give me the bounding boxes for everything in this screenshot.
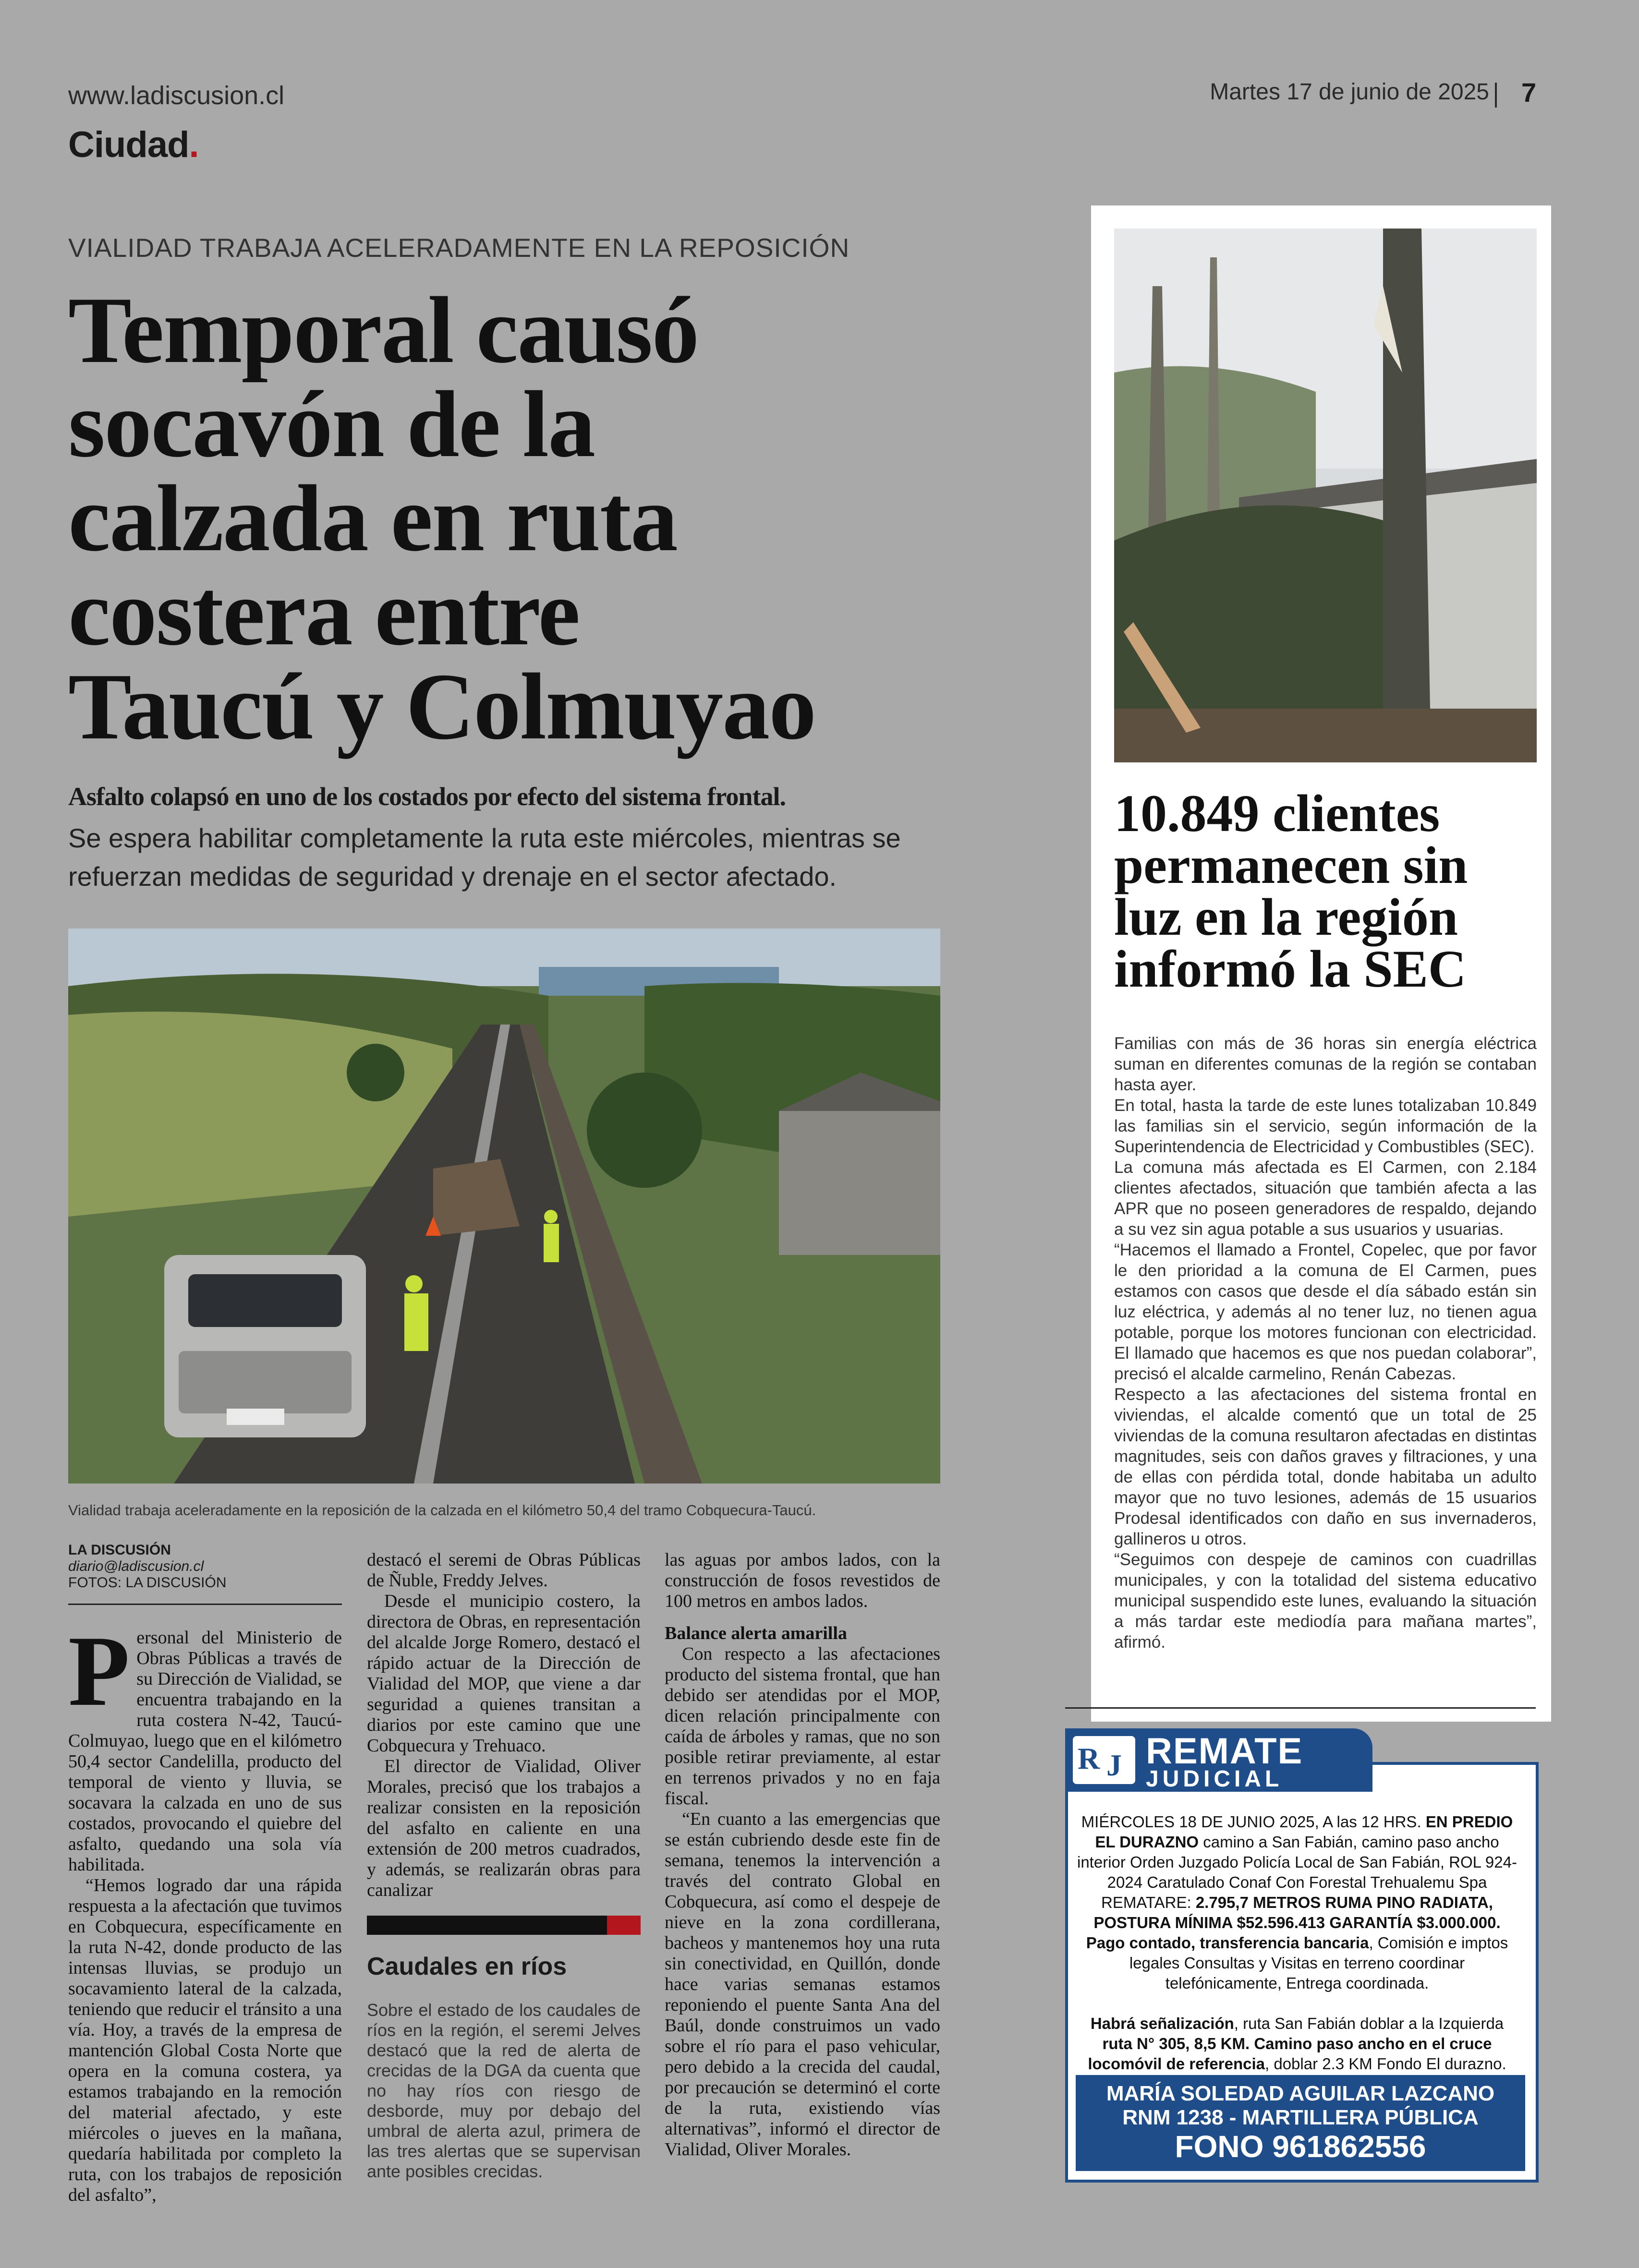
article-paragraph: Con respecto a las afectaciones producto del sistema frontal, que han debido ser atendidas por el MOP, dicen relación principalmente con caída de árboles y ramas, que no son posible retirar previamente, al estar en terrenos privados y no en faja fiscal. [665, 1644, 940, 1809]
sidebar-paragraph: La comuna más afectada es El Carmen, con 2.184 clientes afectados, situación que también afecta a las APR que no poseen generadores de respaldo, dejando a su vez sin agua potable a sus usuarios y usuarias. [1114, 1158, 1537, 1239]
ad-contact [1076, 2075, 1525, 2171]
ad-auctioneer-name: MARÍA SOLEDAD AGUILAR LAZCANO [1106, 2082, 1495, 2105]
article-paragraph: “En cuanto a las emergencias que se están cubriendo desde este fin de semana, tenemos la intervención a través del contrato Global en Cobquecura, así como el despeje de nieve en la zona cordillerana, bacheos y mantenemos hoy una ruta sin conectividad, en Quillón, donde hace varias semanas estamos reponiendo el puente Santa Ana del Baúl, donde construimos un vado sobre el río para el paso vehicular, pero debido a la crecida del caudal, por precaución se determinó el corte de la ruta, existiendo vías alternativas”, informó el director de Vialidad, Oliver Morales. [665, 1809, 940, 2159]
article-paragraph: El director de Vialidad, Oliver Morales, precisó que los trabajos a realizar consisten en la reposición del asfalto en caliente en una extensión de 200 metros cuadrados, y además, se realizarán obras para canalizar [367, 1756, 641, 1900]
remate-judicial-ad [1065, 1728, 1536, 2180]
site-url[interactable]: www.ladiscusion.cl [68, 81, 285, 110]
ad-title: REMATE [1146, 1731, 1303, 1772]
date-separator [1495, 83, 1497, 108]
section-dot: . [189, 124, 199, 165]
ad-auctioneer-rnm: RNM 1238 - MARTILLERA PÚBLICA [1122, 2106, 1479, 2129]
byline-photos: FOTOS: LA DISCUSIÓN [68, 1575, 227, 1591]
article-headline: Temporal causó socavón de la calzada en ruta costera entre Taucú y Colmuyao [68, 277, 816, 759]
drop-cap: P [68, 1616, 130, 1727]
sidebar-paragraph: Respecto a las afectaciones del sistema frontal en viviendas, el alcalde comentó que un total de 25 viviendas de la comuna resultaron afectadas en distintas magnitudes, seis con daños graves y filtraciones, y una de ellas con pérdida total, donde habitaba un adulto mayor que no tuvo lesiones, además de 15 usuarios Prodesal identificados con daño en sus invernaderos, gallineros u otros. [1114, 1385, 1537, 1548]
byline [68, 1542, 227, 1591]
section-bar-accent [607, 1916, 641, 1935]
ad-body: MIÉRCOLES 18 DE JUNIO 2025, A las 12 HRS. EN PREDIO EL DURAZNO camino a San Fabián, camino paso ancho interior Orden Juzgado Policía Local de San Fabián, ROL 924-2024 Caratulado Conaf Con Forestal Trehualemu Spa REMATARE: 2.795,7 METROS RUMA PINO RADIATA, POSTURA MÍNIMA $52.596.413 GARANTÍA $3.000.000. Pago contado, transferencia bancaria, Comisión e imptos legales Consultas y Visitas en terreno coordinar telefónicamente, Entrega coordinada. Habrá señalización, ruta San Fabián doblar a la Izquierda ruta N° 305, 8,5 KM. Camino paso ancho en el cruce locomóvil de referencia, doblar 2.3 KM Fondo El durazno. [1077, 1813, 1517, 2073]
article-paragraph: las aguas por ambos lados, con la construcción de fosos revestidos de 100 metros en ambos lados. [665, 1550, 940, 1611]
article-paragraph: destacó el seremi de Obras Públicas de Ñuble, Freddy Jelves. [367, 1550, 641, 1591]
article-paragraph: ersonal del Ministerio de Obras Públicas a través de su Dirección de Vialidad, se encuentra trabajando en la ruta costera N-42, Taucú-Colmuyao, luego que en el kilómetro 50,4 sector Candelilla, producto del temporal de viento y lluvia, se socavara la calzada en uno de sus costados, provocando el quiebre del asfalto, quedando una sola vía habilitada. [68, 1628, 342, 1875]
section-label: Ciudad. [68, 124, 199, 165]
article-subhead-bold: Asfalto colapsó en uno de los costados por efecto del sistema frontal. [68, 782, 786, 811]
ad-phone[interactable]: FONO 961862556 [1175, 2129, 1426, 2164]
article-column-3 [665, 1550, 940, 2160]
byline-email[interactable]: diario@ladiscusion.cl [68, 1558, 204, 1574]
ad-logo-icon: R J [1073, 1736, 1135, 1784]
article-paragraph: Desde el municipio costero, la directora de Obras, en representación del alcalde Jorge Romero, destacó el rápido actuar de la Dirección de Vialidad del MOP, que viene a dar seguridad a quienes transitan a diarios por este camino que une Cobquecura y Trehuaco. [367, 1591, 641, 1756]
ad-header [1065, 1728, 1372, 1792]
fallen-tree-photo [1114, 229, 1537, 762]
article-kicker: VIALIDAD TRABAJA ACELERADAMENTE EN LA REPOSICIÓN [68, 233, 850, 263]
sidebar-paragraph: En total, hasta la tarde de este lunes totalizaban 10.849 las familias sin el servicio, según información de la Superintendencia de Electricidad y Combustibles (SEC). [1114, 1096, 1537, 1156]
article-subtitle: Balance alerta amarilla [665, 1623, 847, 1643]
sidebar-paragraph: “Hacemos el llamado a Frontel, Copelec, que por favor le den prioridad a la comuna de El Carmen, pues estamos con casos que desde el día sábado están sin luz eléctrica, y además al no tener luz, no tienen agua potable, porque los motores funcionan con electricidad. El llamado que hacemos es que nos puedan colaborar”, precisó el alcalde carmelino, Renán Cabezas. [1114, 1241, 1537, 1383]
caudales-text: Sobre el estado de los caudales de ríos en la región, el seremi Jelves destacó que la red de alerta de crecidas de la DGA da cuenta que no hay ríos con riesgo de desborde, muy por debajo del umbral de alerta azul, primera de las tres alertas que se supervisan ante posibles crecidas. [367, 2000, 641, 2181]
article-paragraph: “Hemos logrado dar una rápida respuesta a la afectación que tuvimos en Cobquecura, específicamente en la ruta N-42, donde producto de las intensas lluvias, se produjo un socavamiento lateral de la calzada, teniendo que reducir el tránsito a una vía. Hoy, a través de la empresa de mantención Global Costa Norte que opera en la comuna costera, ya estamos trabajando en la remoción del material afectado, y este miércoles o jueves en la mañana, quedaría habilitada por completo la ruta, con los trabajos de reposición del asfalto”, [68, 1875, 342, 2205]
sidebar-divider [1065, 1707, 1536, 1709]
article-column-2 [367, 1550, 641, 1901]
byline-org: LA DISCUSIÓN [68, 1542, 171, 1558]
road-repair-photo [68, 929, 940, 1484]
sidebar-headline: 10.849 clientes permanecen sin luz en la región informó la SEC [1114, 784, 1468, 998]
article-column-1 [68, 1616, 342, 2206]
issue-date: Martes 17 de junio de 2025 [1210, 79, 1489, 105]
section-bar [367, 1916, 607, 1935]
ad-subtitle: JUDICIAL [1146, 1766, 1283, 1792]
byline-divider [68, 1604, 342, 1605]
page-number: 7 [1521, 77, 1537, 108]
sidebar-paragraph: Familias con más de 36 horas sin energía eléctrica suman en diferentes comunas de la región se contaban hasta ayer. [1114, 1034, 1537, 1094]
sidebar-paragraph: “Seguimos con despeje de caminos con cuadrillas municipales, y con la totalidad del sistema educativo municipal suspendido este lunes, evaluando la situación a más tardar este mediodía para mañana martes”, afirmó. [1114, 1550, 1537, 1652]
sidebar-body [1114, 1033, 1537, 1653]
article-subhead: Se espera habilitar completamente la ruta este miércoles, mientras se refuerzan medidas de seguridad y drenaje en el sector afectado. [68, 823, 901, 892]
caudales-title: Caudales en ríos [367, 1953, 567, 1980]
photo-caption: Vialidad trabaja aceleradamente en la reposición de la calzada en el kilómetro 50,4 del tramo Cobquecura-Taucú. [68, 1502, 816, 1519]
